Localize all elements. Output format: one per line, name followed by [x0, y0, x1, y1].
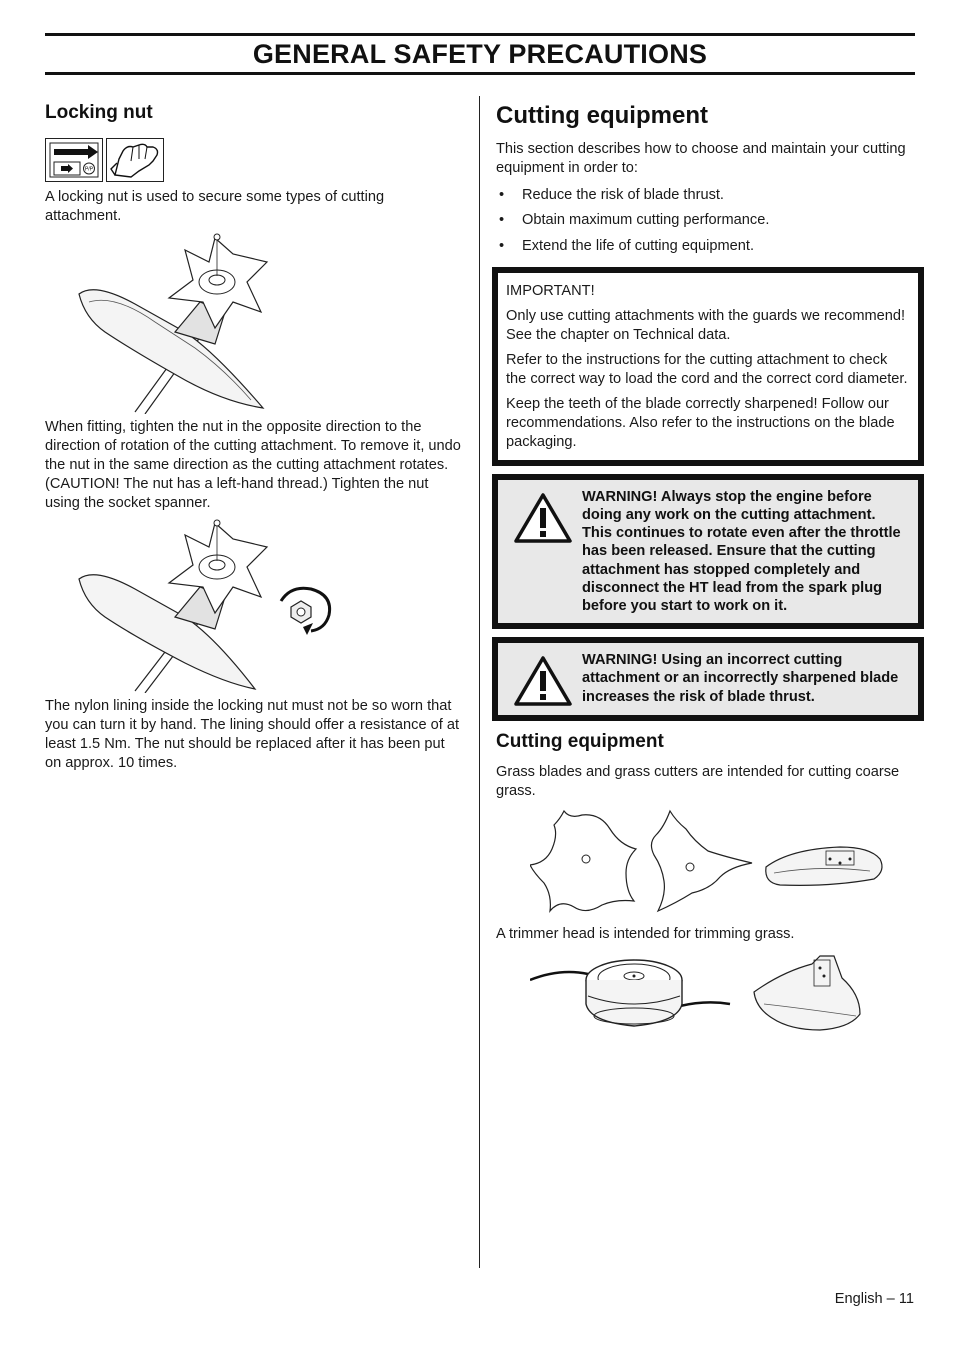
page-footer: English – 11: [834, 1291, 914, 1307]
locking-nut-fitting-text: When fitting, tighten the nut in the opposite direction to the direction of rotation of the cutting attachment. To remove it, undo the nut in the same direction as the cutting attachment rotates. (CAUTION! The nut has a left-hand thread.) Tighten the nut using the socket spanner.: [45, 419, 461, 511]
warning-stop-engine: [492, 474, 924, 629]
cutting-equipment-heading: Cutting equipment: [496, 102, 708, 129]
locking-nut-illustration-1: [75, 232, 463, 414]
page-header: [45, 33, 915, 75]
trimmer-head-illustration: [530, 952, 926, 1036]
cutting-equipment-bullets: [496, 186, 926, 256]
list-item: • Reduce the risk of blade thrust.: [496, 186, 926, 205]
important-notice: [492, 267, 924, 466]
locking-nut-heading: Locking nut: [45, 102, 153, 123]
list-item: • Extend the life of cutting equipment.: [496, 237, 926, 256]
important-text-2: Refer to the instructions for the cutting attachment to check the correct way to load the cord and the correct cord diameter.: [506, 351, 908, 387]
instruction-icons: [45, 138, 463, 182]
warning-text: WARNING! Using an incorrect cutting attachment or an incorrectly sharpened blade increases the risk of blade thrust.: [582, 652, 899, 705]
right-column: [496, 100, 926, 1036]
cutting-equipment-intro: This section describes how to choose and maintain your cutting equipment in order to:: [496, 141, 906, 176]
protective-glove-icon: [106, 138, 164, 182]
warning-triangle-icon: [504, 651, 582, 707]
important-title: IMPORTANT!: [506, 282, 595, 299]
warning-incorrect-attachment: [492, 637, 924, 721]
column-divider: [479, 96, 480, 1268]
warning-text: WARNING! Always stop the engine before doing any work on the cutting attachment. This continues to rotate even after the throttle has been released. Ensure that the cutting attachment has stopped completely and disconnect the HT lead from the spark plug before you start to work on it.: [582, 488, 901, 614]
locking-nut-intro: A locking nut is used to secure some types of cutting attachment.: [45, 189, 385, 224]
list-item: • Obtain maximum cutting performance.: [496, 211, 926, 230]
cutting-equipment-subheading: Cutting equipment: [496, 731, 664, 753]
important-text-1: Only use cutting attachments with the guards we recommend! See the chapter on Technical data.: [506, 307, 906, 343]
svg-text:P/P: P/P: [84, 166, 94, 173]
important-text-3: Keep the teeth of the blade correctly sharpened! Follow our recommendations. Also refer to the instructions on the blade packaging.: [506, 395, 895, 450]
locking-nut-illustration-2: [75, 519, 463, 693]
warning-triangle-icon: [504, 488, 582, 615]
trimmer-head-text: A trimmer head is intended for trimming grass.: [496, 926, 795, 943]
nylon-lining-text: The nylon lining inside the locking nut must not be so worn that you can turn it by hand. The lining should offer a resistance of at least 1.5 Nm. The nut should be replaced after it has been put on approx. 10 times.: [45, 698, 460, 771]
grass-blades-text: Grass blades and grass cutters are intended for cutting coarse grass.: [496, 764, 900, 800]
page-title: GENERAL SAFETY PRECAUTIONS: [252, 38, 708, 69]
grass-blades-illustration: [530, 807, 926, 919]
left-column: [45, 100, 463, 773]
read-manual-arrow-icon: [45, 138, 103, 182]
